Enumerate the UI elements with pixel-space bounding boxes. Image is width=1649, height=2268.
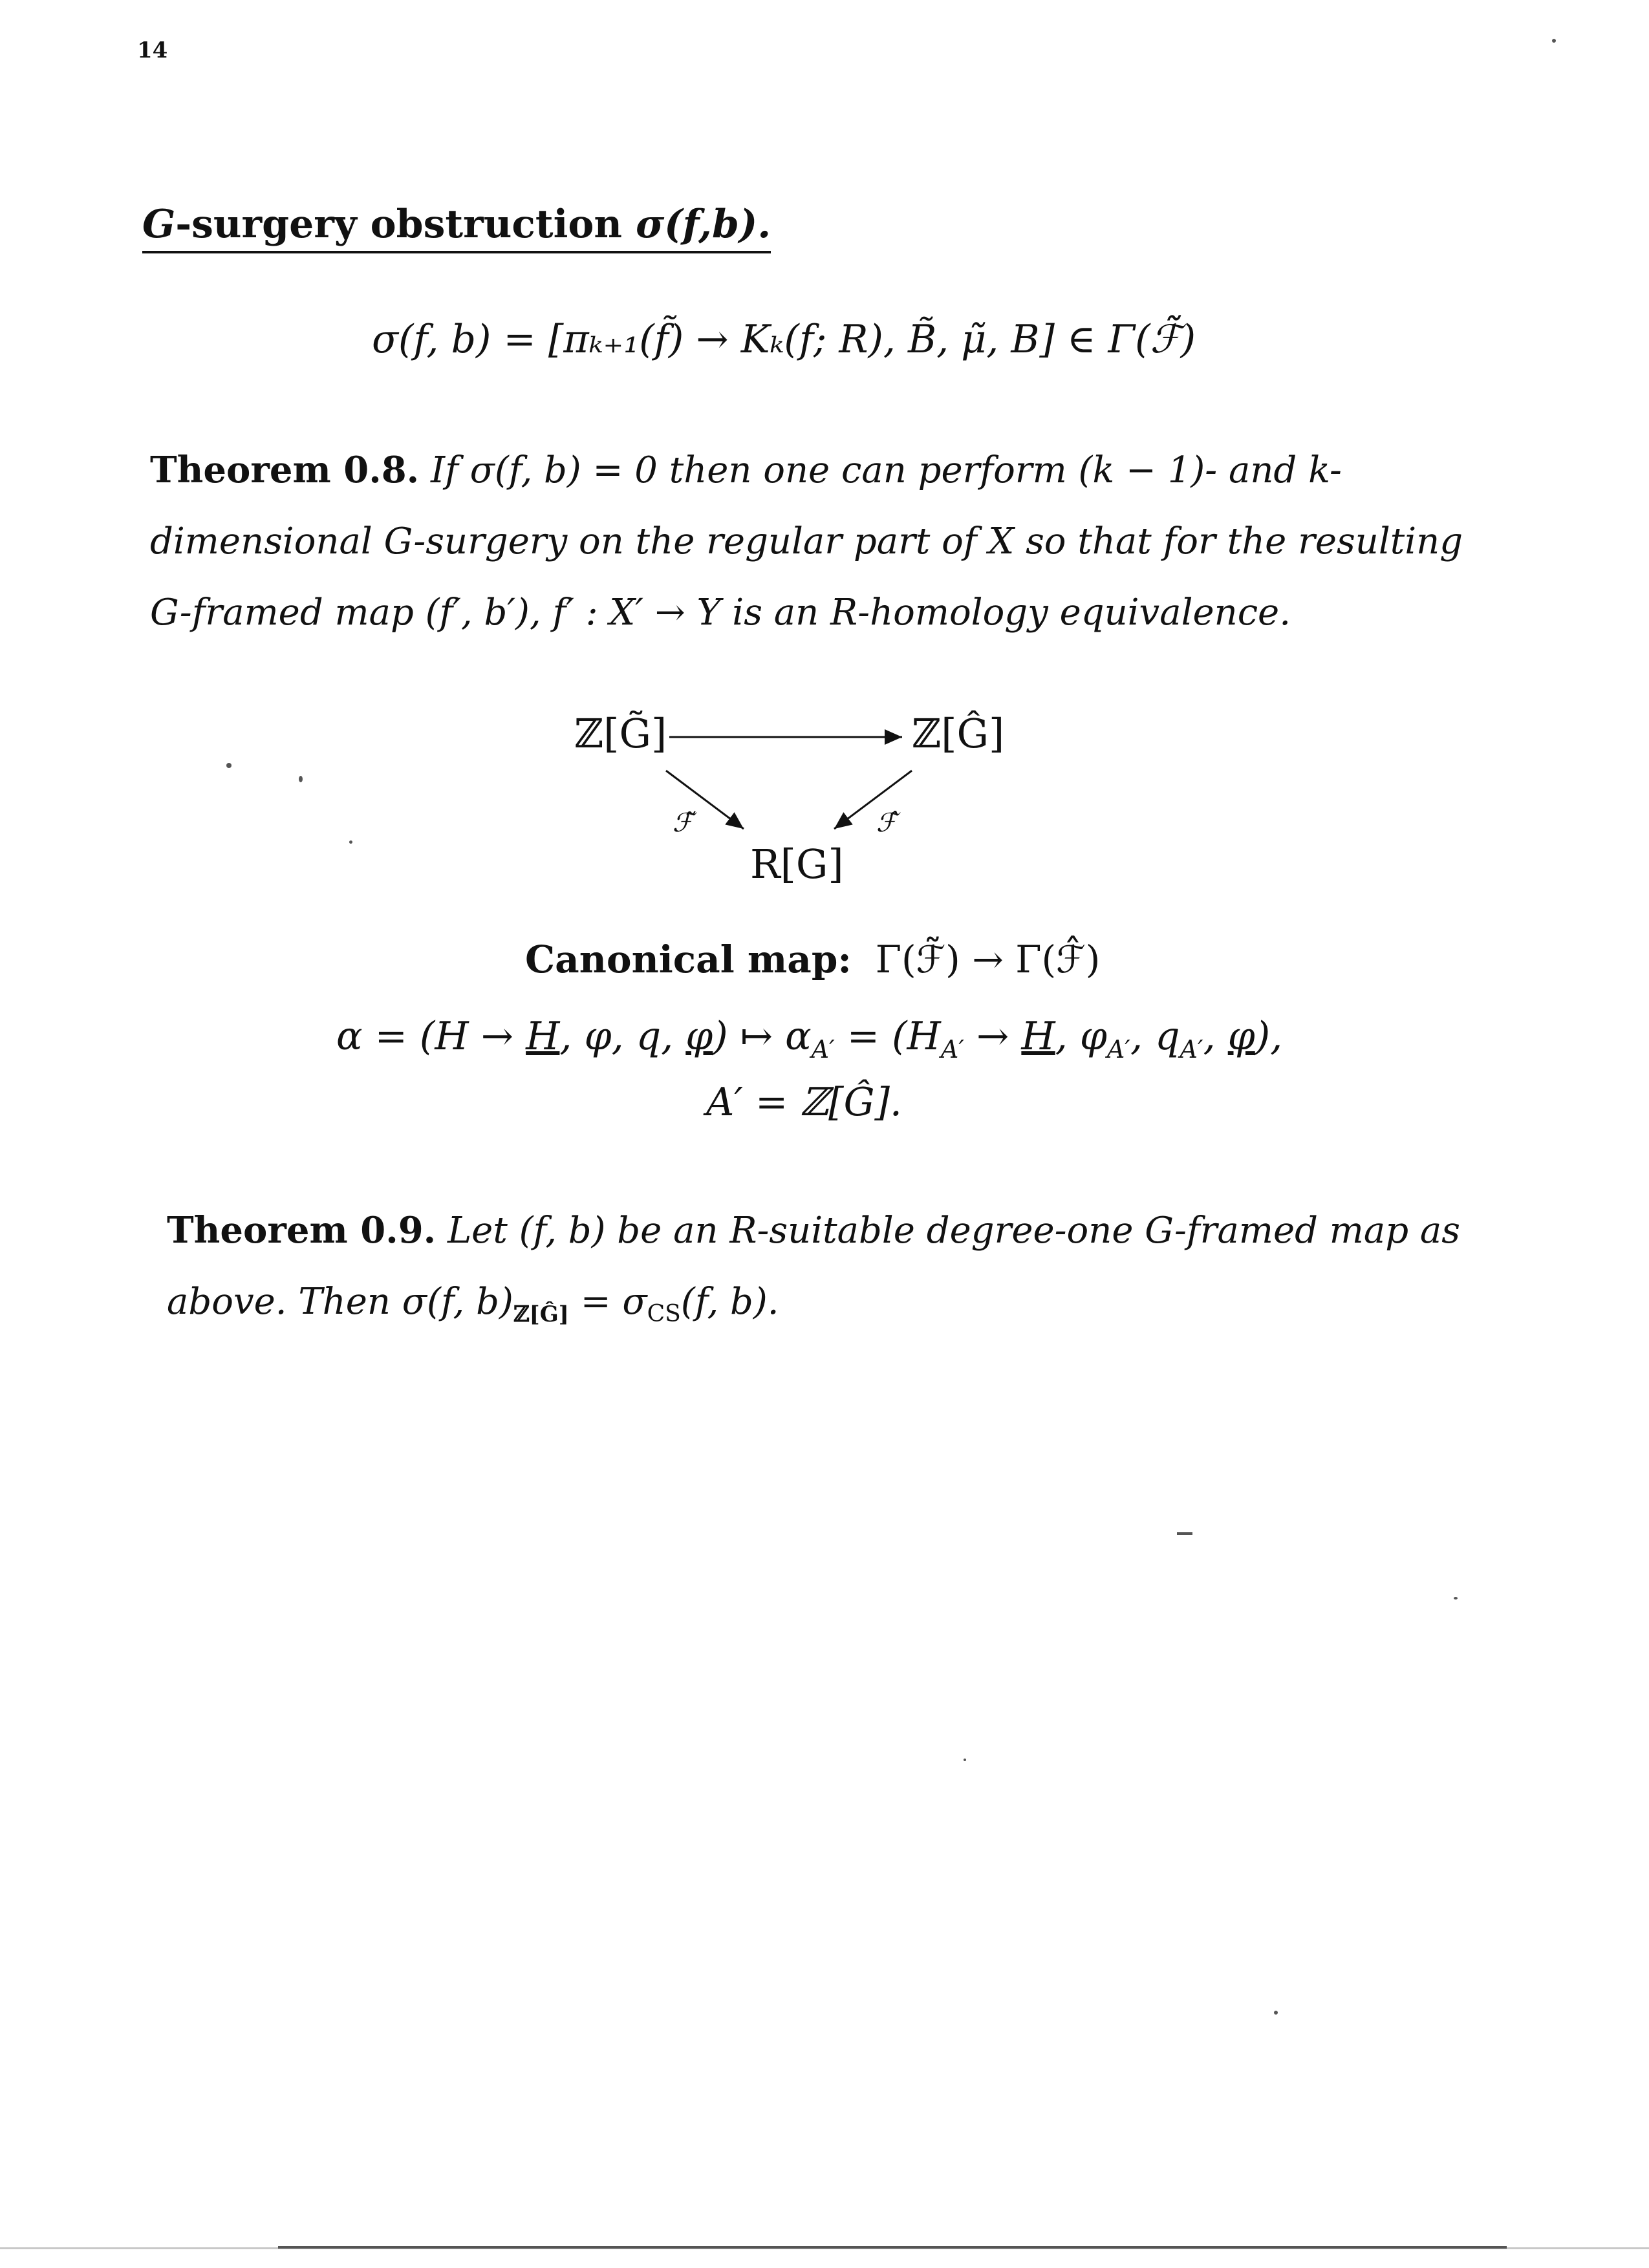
alpha-mid2: ) ↦ α [713,1014,812,1059]
alpha-sub1: A′ [811,1035,835,1064]
diagram-label-f-tilde: ℱ̃ [673,808,693,838]
theorem-0-9-line-1 [167,1195,1460,1267]
theorem-0-9-text-1: Let (f, b) be an R-suitable degree-one G-framed map as [447,1210,1460,1252]
alpha-mid3: = (H [834,1014,941,1059]
theorem-0-9-head: Theorem 0.9. [167,1209,436,1252]
scan-speck [1454,1597,1458,1599]
arrow-right-diag [834,771,912,829]
theorem-0-9-line2-c: (f, b). [680,1281,779,1323]
theorem-0-8-line-3: G-framed map (f′, b′), f′ : X′ → Y is an R-homology equivalence. [150,592,1291,634]
theorem-0-8-text-1: If σ(f, b) = 0 then one can perform (k − 1)- and k- [430,449,1342,491]
theorem-0-9-line-2 [167,1267,1460,1350]
alpha-mid6: , q [1130,1014,1180,1059]
canonical-map-line [525,937,1100,981]
scan-speck [226,763,232,768]
alpha-sub4: A′ [1180,1035,1203,1064]
alpha-H2: H [1021,1014,1055,1059]
theorem-0-9-line2-b: = σ [568,1281,647,1323]
section-title-prefix: G [142,202,176,247]
section-title-text: -surgery obstruction [175,202,636,247]
aprime-equation: A′ = ℤ[Ĝ]. [706,1080,902,1125]
section-title-math: σ(f,b). [635,202,771,247]
alpha-H1: H [526,1014,560,1059]
main-equation-text: σ(f, b) = [πₖ₊₁(f̃) → Kₖ(f; R), B̃, μ̃, B] ∈ Γ(ℱ̃) [372,317,1196,362]
scan-bottom-line [278,2246,1507,2249]
alpha-mid5: , φ [1055,1014,1107,1059]
alpha-end: ), [1255,1014,1283,1059]
alpha-phi2: φ [1227,1014,1255,1059]
scan-speck [1177,1532,1192,1535]
diagram-label-f-hat: ℱ̂ [876,808,897,838]
canonical-map-label: Canonical map: [525,937,852,981]
theorem-0-9-line2-cs: CS [647,1301,681,1328]
alpha-left: α = (H → [336,1014,526,1059]
scan-speck [349,840,352,844]
diagram-node-r-g: R[G] [750,840,844,888]
alpha-mid7: , [1203,1014,1228,1059]
diagram-node-z-g-hat: ℤ[Ĝ] [912,710,1005,757]
alpha-sub2: A′ [940,1035,964,1064]
page-number: 14 [137,37,168,63]
theorem-0-9-line2-a: above. Then σ(f, b) [167,1281,513,1323]
scan-speck [964,1759,966,1761]
canonical-map-formula: Γ(ℱ̃) → Γ(ℱ̂) [875,937,1101,981]
scan-speck [1552,39,1556,43]
alpha-mid1: , φ, q, [559,1014,686,1059]
theorem-0-9-line2-sub: ℤ[Ĝ] [513,1301,569,1328]
theorem-0-9 [167,1195,1460,1350]
diagram-arrows [0,0,1649,970]
scan-speck [299,776,303,782]
arrow-left-diag [666,771,744,829]
alpha-mid4: → [964,1014,1022,1059]
scan-speck [1274,2011,1278,2015]
alpha-phi1: φ [685,1014,713,1059]
alpha-sub3: A′ [1106,1035,1130,1064]
alpha-equation [336,1014,1282,1064]
theorem-0-8-line-2: dimensional G-surgery on the regular part of X so that for the resulting [150,520,1463,562]
theorem-0-8-head: Theorem 0.8. [150,449,420,491]
diagram-node-z-g-tilde: ℤ[G̃] [574,710,667,757]
